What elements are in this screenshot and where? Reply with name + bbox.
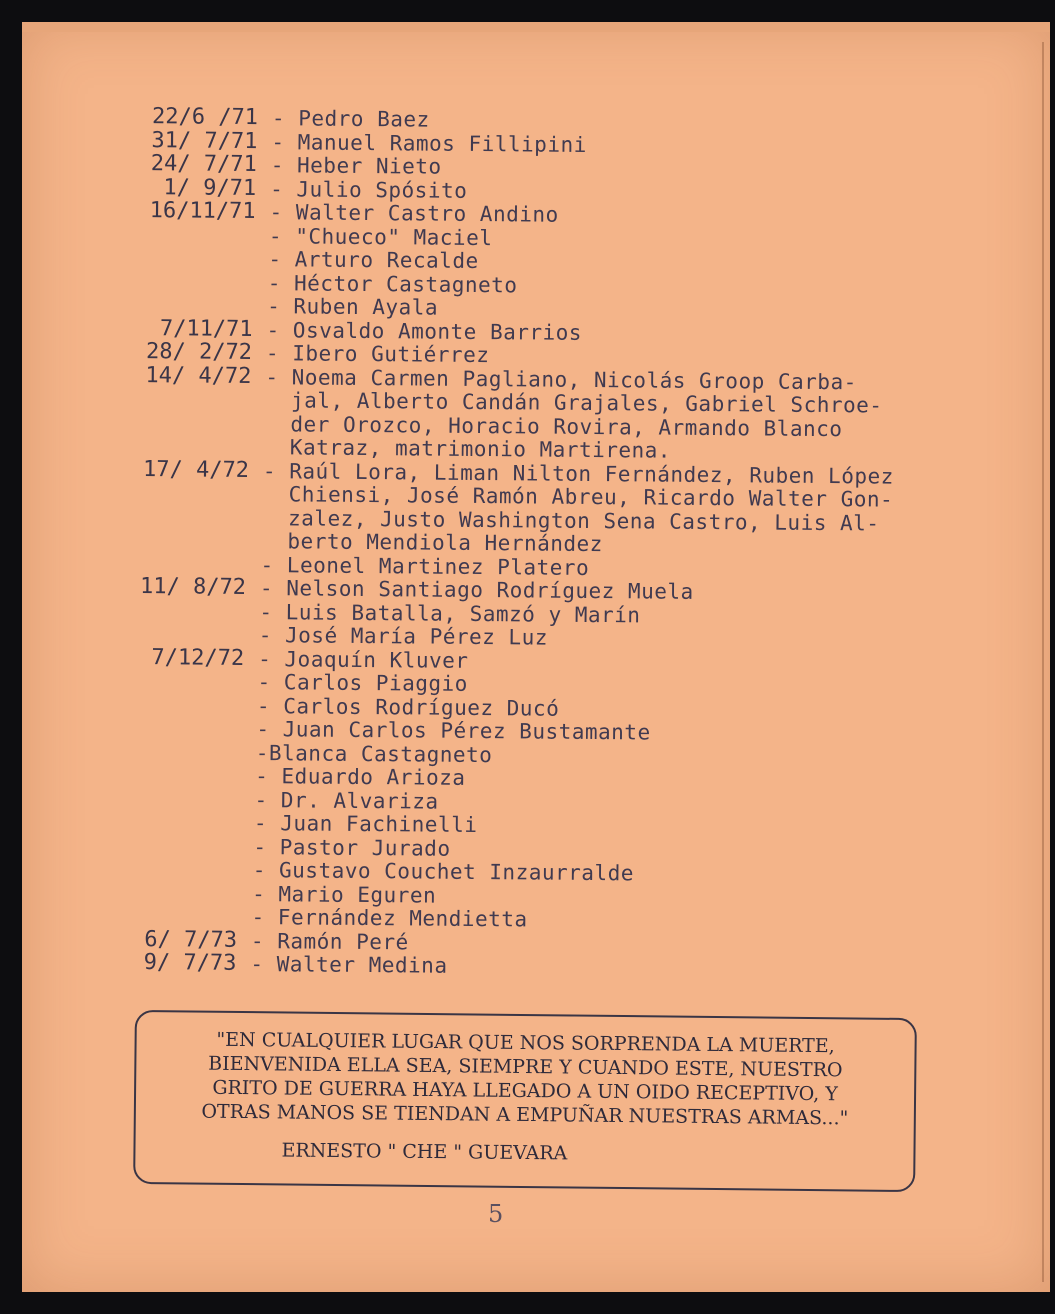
entry-date bbox=[19, 245, 255, 247]
entry-name: - Arturo Recalde bbox=[268, 247, 479, 273]
entry-date bbox=[9, 621, 245, 623]
quote-line: BIENVENIDA ELLA SEA, SIEMPRE Y CUANDO ESTE, NUESTRO bbox=[208, 1052, 843, 1082]
entry-date: 6/ 7/73 bbox=[144, 926, 238, 953]
entry-date: 11/ 8/72 bbox=[139, 574, 247, 600]
entry-name: - Joaquín Kluver bbox=[258, 646, 469, 673]
entry-name: - Dr. Alvariza bbox=[254, 787, 439, 814]
entry-name: Chiensi, José Ramón Abreu, Ricardo Walter Gon- bbox=[262, 482, 894, 512]
entry-name: - Ibero Gutiérrez bbox=[265, 341, 490, 368]
entry-name: - Manuel Ramos Fillipini bbox=[271, 129, 587, 157]
entry-date bbox=[14, 433, 250, 435]
entry-name: - Osvaldo Amonte Barrios bbox=[266, 317, 583, 345]
entry-name: - Walter Medina bbox=[250, 951, 448, 978]
entry-name: - Carlos Piaggio bbox=[257, 670, 468, 696]
quote-line: OTRAS MANOS SE TIENDAN A EMPUÑAR NUESTRAS ARMAS..." bbox=[201, 1100, 849, 1130]
entry-date bbox=[11, 527, 247, 529]
entry-date bbox=[17, 292, 253, 294]
entry-name: - Héctor Castagneto bbox=[267, 270, 518, 297]
entry-name: - José María Pérez Luz bbox=[258, 623, 549, 650]
entry-name: -Blanca Castagneto bbox=[255, 740, 493, 767]
entry-name: - Ramón Peré bbox=[250, 928, 409, 954]
entry-name: - Luis Batalla, Samzó y Marín bbox=[259, 599, 641, 627]
entry-name: - Heber Nieto bbox=[270, 153, 442, 179]
quote-author: ERNESTO " CHE " GUEVARA bbox=[281, 1139, 568, 1165]
entry-date bbox=[11, 550, 247, 552]
entry-date bbox=[2, 903, 238, 905]
entry-name: - Juan Fachinelli bbox=[253, 811, 478, 837]
entry-date: 31/ 7/71 bbox=[151, 127, 258, 154]
entry-date: 7/11/71 bbox=[159, 315, 253, 342]
entry-date: 22/6 /71 bbox=[151, 104, 259, 131]
quote-line: "EN CUALQUIER LUGAR QUE NOS SORPRENDA LA MUERTE, bbox=[216, 1028, 835, 1058]
entry-name: - Leonel Martinez Platero bbox=[260, 552, 590, 580]
entry-name: Katraz, matrimonio Martirena. bbox=[263, 435, 672, 463]
entry-date bbox=[4, 809, 240, 811]
entry-name: - Ruben Ayala bbox=[267, 294, 439, 320]
entry-date bbox=[4, 832, 240, 834]
entry-date bbox=[18, 268, 254, 270]
document-page bbox=[22, 22, 1050, 1292]
entry-date bbox=[2, 879, 238, 881]
entry-name: berto Mendiola Hernández bbox=[261, 529, 604, 557]
entry-name: - "Chueco" Maciel bbox=[268, 223, 493, 250]
entry-name: der Orozco, Horacio Rovira, Armando Blanco bbox=[264, 411, 843, 441]
entry-date: 9/ 7/73 bbox=[143, 950, 237, 976]
entry-name: - Noema Carmen Pagliano, Nicolás Groop Carba- bbox=[265, 364, 857, 394]
entry-name: - Gustavo Couchet Inzaurralde bbox=[252, 858, 635, 886]
entry-date: 7/12/72 bbox=[151, 644, 245, 671]
entry-name: zalez, Justo Washington Sena Castro, Luis Al- bbox=[261, 505, 880, 535]
quote-box bbox=[133, 1010, 917, 1192]
entry-name: - Fernández Mendietta bbox=[251, 905, 528, 932]
entry-name: - Nelson Santiago Rodríguez Muela bbox=[259, 576, 694, 604]
entry-date bbox=[12, 503, 248, 505]
quote-line: GRITO DE GUERRA HAYA LLEGADO A UN OIDO RECEPTIVO, Y bbox=[212, 1076, 838, 1106]
entry-date bbox=[14, 409, 250, 411]
entry-name: - Julio Spósito bbox=[270, 176, 468, 203]
entry-date bbox=[7, 691, 243, 693]
entry-name: - Pedro Baez bbox=[271, 106, 430, 132]
entry-name: jal, Alberto Candán Grajales, Gabriel Schroe- bbox=[264, 388, 883, 418]
entry-name: - Walter Castro Andino bbox=[269, 200, 559, 227]
entry-date: 28/ 2/72 bbox=[145, 339, 253, 366]
entry-name: - Carlos Rodríguez Ducó bbox=[256, 693, 560, 721]
entry-name: - Eduardo Arioza bbox=[255, 764, 466, 790]
entry-name: - Juan Carlos Pérez Bustamante bbox=[256, 717, 651, 745]
entry-date bbox=[3, 856, 239, 858]
entry-date bbox=[7, 715, 243, 717]
entry-date: 17/ 4/72 bbox=[142, 456, 250, 483]
entry-date: 14/ 4/72 bbox=[145, 362, 252, 389]
entry-name: - Raúl Lora, Liman Nilton Fernández, Ruben López bbox=[262, 458, 894, 489]
page-number: 5 bbox=[488, 1200, 504, 1228]
entry-date: 16/11/71 bbox=[149, 198, 256, 225]
entry-date: 24/ 7/71 bbox=[150, 151, 257, 178]
entry-name: - Mario Eguren bbox=[252, 881, 437, 908]
entry-name: - Pastor Jurado bbox=[253, 834, 451, 861]
entry-date: 1/ 9/71 bbox=[163, 174, 257, 201]
entry-date bbox=[5, 785, 241, 787]
entry-date bbox=[5, 762, 241, 764]
entry-date bbox=[6, 738, 242, 740]
